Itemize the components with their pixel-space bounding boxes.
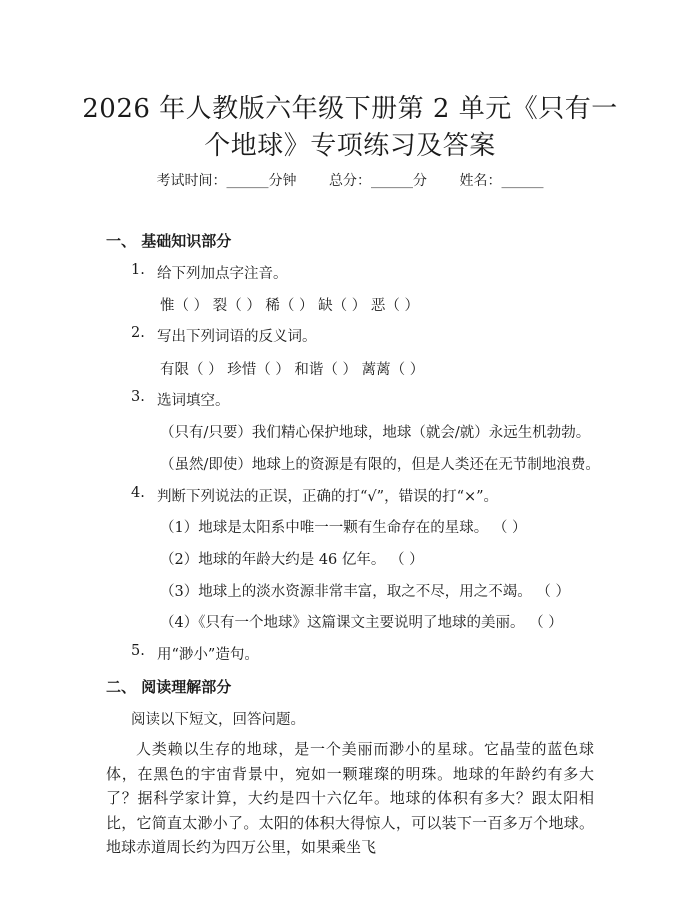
exam-meta [0,170,700,190]
q5-text: 用“渺小”造句。 [157,647,259,663]
section-1-heading: 一、 基础知识部分 [106,232,232,250]
exam-time: 考试时间：______分钟 [156,173,297,189]
q2-text: 写出下列词语的反义词。 [157,329,317,345]
q4-text: 判断下列说法的正误，正确的打“√”，错误的打“×”。 [157,489,499,505]
q4-item-3: （3）地球上的淡水资源非常丰富，取之不尽，用之不竭。 （ ） [160,584,570,600]
q2-line: 有限（ ） 珍惜（ ） 和谐（ ） 蓠蓠（ ） [160,362,425,378]
q3-text: 选词填空。 [157,393,230,409]
section-2-heading: 二、 阅读理解部分 [106,678,232,696]
exam-score: 总分：______分 [329,173,427,189]
q5-number: 5. [131,643,145,659]
reading-instruction: 阅读以下短文，回答问题。 [131,712,305,728]
q1-line: 惟（ ） 裂（ ） 稀（ ） 缺（ ） 恶（ ） [160,298,419,314]
q4-item-4: （4）《只有一个地球》这篇课文主要说明了地球的美丽。 （ ） [160,615,563,631]
q3-line-2: （虽然/即使）地球上的资源是有限的，但是人类还在无节制地浪费。 [160,457,600,473]
q1-number: 1. [131,262,145,278]
q3-line-1: （只有/只要）我们精心保护地球，地球（就会/就）永远生机勃勃。 [160,425,591,441]
reading-passage: 人类赖以生存的地球，是一个美丽而渺小的星球。它晶莹的蓝色球体，在黑色的宇宙背景中，宛如一颗璀璨的明珠。地球的年龄约有多大了？据科学家计算，大约是四十六亿年。地球的体积有多大？跟太阳相比，它简直太渺小了。太阳的体积大得惊人，可以装下一百多万个地球。地球赤道周长约为四万公里，如果乘坐飞 [106,740,594,856]
exam-name: 姓名：______ [459,173,544,189]
q4-item-2: （2）地球的年龄大约是 46 亿年。 （ ） [160,552,424,568]
q4-number: 4. [131,485,145,501]
document-title-line-1: 2026 年人教版六年级下册第 2 单元《只有一 [82,94,618,124]
q4-item-1: （1）地球是太阳系中唯一一颗有生命存在的星球。 （ ） [160,520,527,536]
q1-text: 给下列加点字注音。 [157,266,288,282]
q3-number: 3. [131,389,145,405]
document-title-line-2: 个地球》专项练习及答案 [204,131,496,161]
q2-number: 2. [131,325,145,341]
